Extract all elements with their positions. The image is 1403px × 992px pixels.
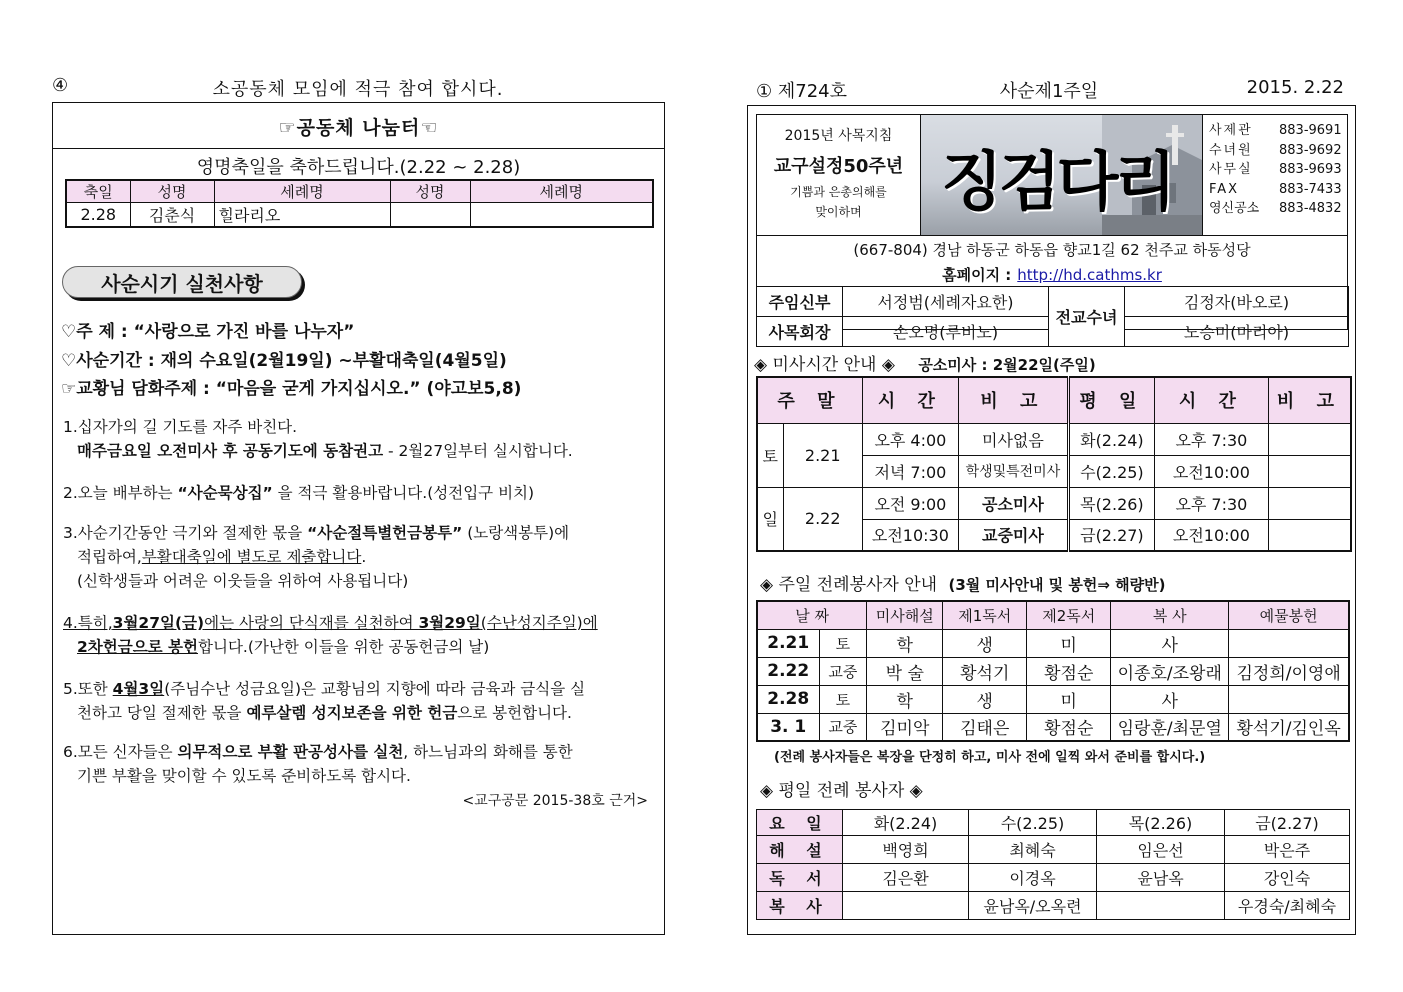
table-row xyxy=(757,487,1351,519)
mass-day: 일 xyxy=(757,487,783,551)
liturgy-col-reading1: 제1독서 xyxy=(943,601,1027,629)
weekday-liturgy-table xyxy=(756,809,1350,920)
sunday-liturgy-table xyxy=(756,600,1350,742)
weekday-note xyxy=(1268,423,1351,455)
contact-row: 사제관 883-9691 xyxy=(1209,123,1342,138)
liturgy-col-servers: 복 사 xyxy=(1111,601,1229,629)
weekday-col-thu: 목(2.26) xyxy=(1097,810,1225,836)
staff-value: 서정범(세례자요한) xyxy=(843,287,1049,317)
weekday-note xyxy=(1268,519,1351,551)
pope-message-theme: ☞교황님 담화주제 : “마음을 굳게 가지십시오.” (야고보5,8) xyxy=(61,379,522,399)
liturgy-note: (전례 봉사자들은 복장을 단정히 하고, 미사 전에 일찍 와서 준비를 합시다.) xyxy=(774,750,1206,765)
lent-period: ♡사순기간 : 재의 수요일(2월19일) ~부활대축일(4월5일) xyxy=(61,351,507,371)
table-row: 2.28 토 학 생 미 사 xyxy=(757,685,1349,713)
feast-col-date: 축일 xyxy=(66,180,130,203)
table-row: 3. 1 교중 김미악 김태은 황점순 임랑훈/최문열 황석기/김인옥 xyxy=(757,713,1349,741)
weekday-date: 금(2.27) xyxy=(1068,519,1154,551)
policy-year: 2015년 사목지침 xyxy=(784,128,893,144)
practice-item-1: 1.십자가의 길 기도를 자주 바친다. 매주금요일 오전미사 후 공동기도에 동참권고 - 2월27일부터 실시합니다. xyxy=(63,418,573,460)
weekday-note xyxy=(1268,455,1351,487)
mass-col-time-2: 시 간 xyxy=(1154,377,1268,423)
weekday-date: 수(2.25) xyxy=(1068,455,1154,487)
feast-heading: 영명축일을 축하드립니다.(2.22 ~ 2.28) xyxy=(196,157,521,178)
mass-col-weekend: 주 말 xyxy=(757,377,862,423)
feast-name: 김춘식 xyxy=(130,203,214,228)
pastoral-policy-box xyxy=(757,115,921,235)
liturgy-col-reading2: 제2독서 xyxy=(1027,601,1111,629)
feast-col-name-2: 성명 xyxy=(390,180,470,203)
feast-table xyxy=(65,179,654,228)
right-page-header xyxy=(752,77,1346,101)
weekday-col-day: 요 일 xyxy=(757,810,843,836)
right-page-frame xyxy=(747,105,1356,935)
practice-item-3: 3.사순기간동안 극기와 절제한 몫을 “사순절특별헌금봉투” (노랑색봉투)에 적립하여,부활대축일에 별도로 제출합니다. (신학생들과 어려운 이웃들을 위하여 사용됩니다) xyxy=(63,524,570,590)
contact-row: FAX 883-7433 xyxy=(1209,181,1342,197)
issue-number: ① 제724호 xyxy=(756,81,847,102)
mass-note: 교중미사 xyxy=(958,519,1068,551)
weekday-time: 오전10:00 xyxy=(1154,455,1268,487)
mass-date: 2.21 xyxy=(783,423,862,487)
weekday-time: 오후 7:30 xyxy=(1154,423,1268,455)
weekday-note xyxy=(1268,487,1351,519)
mass-col-time: 시 간 xyxy=(862,377,958,423)
table-row: 복 사 윤남옥/오옥련 우경숙/최혜숙 xyxy=(757,892,1350,920)
feast-col-baptismal-2: 세례명 xyxy=(470,180,653,203)
divider xyxy=(53,148,664,149)
mass-time: 저녁 7:00 xyxy=(862,455,958,487)
mass-col-note-2: 비 고 xyxy=(1268,377,1351,423)
liturgy-header-row xyxy=(757,601,1349,629)
liturgical-week: 사순제1주일 xyxy=(999,81,1099,102)
feast-col-baptismal: 세례명 xyxy=(214,180,390,203)
table-row: 2.22 교중 박 술 황석기 황점순 이종호/조왕래 김정희/이영애 xyxy=(757,657,1349,685)
left-page-number: ④ xyxy=(52,75,69,96)
practice-item-5: 5.또한 4월3일(주님수난 성금요일)은 교황님의 지향에 따라 금육과 금식을 실 천하고 당일 절제한 몫을 예루살렘 성지보존을 위한 헌금으로 봉헌합니다. xyxy=(63,680,586,722)
mass-note: 공소미사 : 2월22일(주일) xyxy=(918,356,1096,374)
staff-table xyxy=(756,286,1349,347)
mass-col-weekday: 평 일 xyxy=(1068,377,1154,423)
weekday-section-title: ◈ 평일 전례 봉사자 ◈ xyxy=(760,781,923,801)
weekday-header-row xyxy=(757,810,1350,836)
practice-item-6: 6.모든 신자들은 의무적으로 부활 판공성사를 실천, 하느님과의 화해를 통한 기쁜 부활을 맞이할 수 있도록 준비하도록 합시다. xyxy=(63,743,573,785)
staff-label: 주임신부 xyxy=(757,287,843,317)
weekday-date: 목(2.26) xyxy=(1068,487,1154,519)
community-title: ☞공동체 나눔터☜ xyxy=(278,117,439,139)
feast-col-name: 성명 xyxy=(130,180,214,203)
table-row xyxy=(66,203,653,228)
liturgy-col-date: 날 짜 xyxy=(757,601,867,629)
contact-row: 수녀원 883-9692 xyxy=(1209,142,1342,158)
staff-value: 김정자(바오로) xyxy=(1125,287,1349,317)
masthead xyxy=(756,114,1348,342)
weekday-col-fri: 금(2.27) xyxy=(1225,810,1350,836)
liturgy-section-title: ◈ 주일 전례봉사자 안내 (3월 미사안내 및 봉헌⇒ 해량반) xyxy=(760,575,1166,595)
weekday-col-wed: 수(2.25) xyxy=(969,810,1097,836)
feast-date: 2.28 xyxy=(66,203,130,228)
mass-col-note: 비 고 xyxy=(958,377,1068,423)
staff-value: 노승미(마리아) xyxy=(1125,317,1349,347)
weekday-time: 오전10:00 xyxy=(1154,519,1268,551)
bulletin-logo xyxy=(921,115,1203,235)
staff-value: 손오명(루비노) xyxy=(843,317,1049,347)
source-note: <교구공문 2015-38호 근거> xyxy=(462,793,648,809)
practice-item-2: 2.오늘 배부하는 “사순묵상집” 을 적극 활용바랍니다.(성전입구 비치) xyxy=(63,484,535,502)
homepage xyxy=(757,264,1347,285)
homepage-link[interactable]: http://hd.cathms.kr xyxy=(1017,266,1162,284)
mass-header-row xyxy=(757,377,1351,423)
church-address: (667-804) 경남 하동군 하동읍 향교1길 62 천주교 하동성당 xyxy=(853,241,1251,259)
liturgy-col-offering: 예물봉헌 xyxy=(1229,601,1349,629)
contact-row: 영신공소 883-4832 xyxy=(1209,201,1342,216)
left-page-frame xyxy=(52,102,665,935)
table-row xyxy=(757,287,1349,317)
mass-time: 오전 9:00 xyxy=(862,487,958,519)
feast-baptismal-2 xyxy=(470,203,653,228)
staff-label: 전교수녀 xyxy=(1049,287,1125,347)
lent-practice-badge: 사순시기 실천사항 xyxy=(62,266,302,298)
weekday-col-tue: 화(2.24) xyxy=(843,810,969,836)
mass-day: 토 xyxy=(757,423,783,487)
liturgy-col-commentary: 미사해설 xyxy=(867,601,943,629)
table-row: 독 서 김은환 이경옥 윤남옥 강인숙 xyxy=(757,864,1350,892)
mass-note: 공소미사 xyxy=(958,487,1068,519)
feast-baptismal: 힐라리오 xyxy=(214,203,390,228)
table-row: 2.21 토 학 생 미 사 xyxy=(757,629,1349,657)
feast-header-row xyxy=(66,180,653,203)
homepage-label: 홈페이지 : xyxy=(942,266,1012,284)
weekday-time: 오후 7:30 xyxy=(1154,487,1268,519)
mass-date: 2.22 xyxy=(783,487,862,551)
mass-section-title: ◈ 미사시간 안내 ◈ 공소미사 : 2월22일(주일) xyxy=(754,355,1096,375)
left-slogan: 소공동체 모임에 적극 참여 합시다. xyxy=(212,79,504,100)
policy-sub1: 기쁨과 은총의해를 xyxy=(790,185,887,199)
policy-sub2: 맞이하며 xyxy=(815,205,862,219)
mass-note: 학생및특전미사 xyxy=(958,455,1068,487)
contact-row: 사무실 883-9693 xyxy=(1209,162,1342,177)
feast-name-2 xyxy=(390,203,470,228)
table-row xyxy=(757,423,1351,455)
policy-main: 교구설정50주년 xyxy=(773,156,904,177)
staff-label: 사목회장 xyxy=(757,317,843,347)
issue-date: 2015. 2.22 xyxy=(1246,77,1344,98)
practice-item-4: 4.특히,3월27일(금)에는 사랑의 단식재를 실천하여 3월29일(수난성지주일)에 2차헌금으로 봉헌합니다.(가난한 이들을 위한 공동헌금의 날) xyxy=(63,614,598,656)
logo-text: 징검다리 xyxy=(941,145,1173,220)
mass-time-table xyxy=(756,376,1352,552)
liturgy-section-note: (3월 미사안내 및 봉헌⇒ 해량반) xyxy=(948,576,1166,594)
left-page-header xyxy=(52,75,664,101)
contact-list xyxy=(1203,115,1347,235)
divider xyxy=(757,235,1347,236)
mass-time: 오전10:30 xyxy=(862,519,958,551)
mass-time: 오후 4:00 xyxy=(862,423,958,455)
mass-note: 미사없음 xyxy=(958,423,1068,455)
weekday-date: 화(2.24) xyxy=(1068,423,1154,455)
table-row: 해 설 백영희 최혜숙 임은선 박은주 xyxy=(757,836,1350,864)
lent-theme: ♡주 제 : “사랑으로 가진 바를 나누자” xyxy=(61,322,355,342)
